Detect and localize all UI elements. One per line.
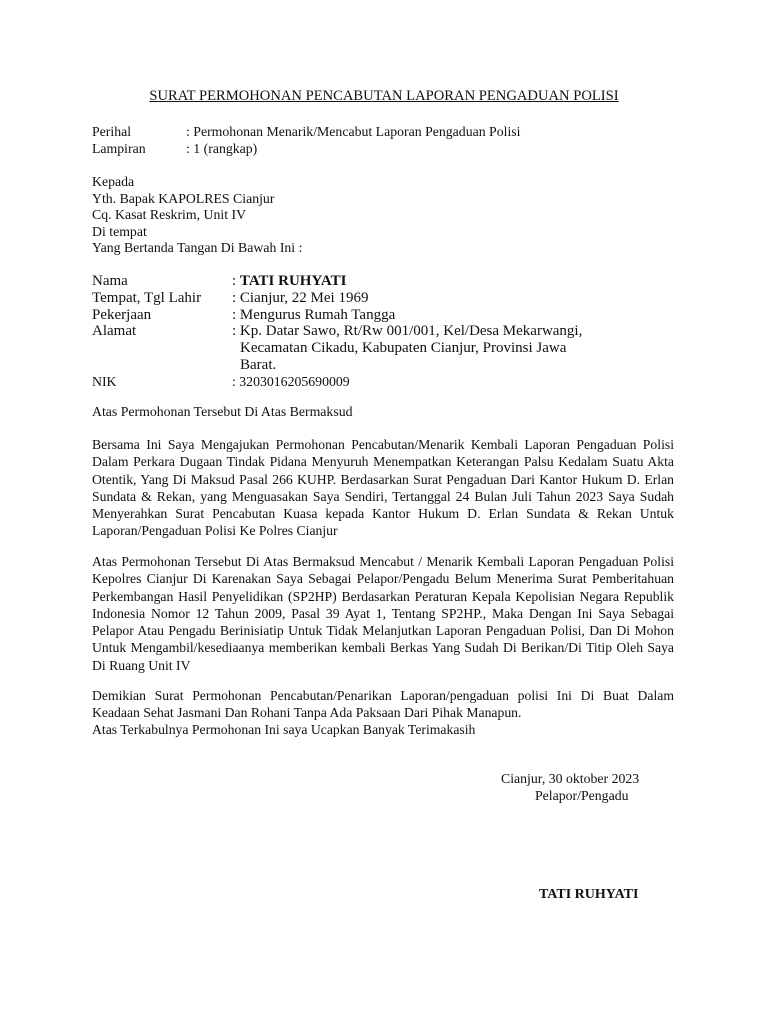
addressee-line: Cq. Kasat Reskrim, Unit IV (92, 207, 247, 222)
closing-paragraph: Demikian Surat Permohonan Pencabutan/Penarikan Laporan/pengaduan polisi Ini Di Buat Dalam Keadaan Sehat Jasmani Dan Rohani Tanpa Ada Paksaan Dari Pihak Manapun. (92, 688, 674, 721)
addressee-block (92, 174, 302, 257)
address-row (92, 323, 602, 373)
birth-row (92, 290, 602, 307)
lampiran-value: : 1 (rangkap) (186, 140, 258, 156)
address-label: Alamat (92, 323, 137, 340)
signer-name: TATI RUHYATI (539, 887, 639, 902)
name-value: TATI RUHYATI (239, 273, 347, 289)
perihal-label: Perihal (92, 124, 132, 139)
name-label: Nama (92, 273, 128, 289)
birth-value: : Cianjur, 22 Mei 1969 (232, 289, 369, 306)
addressee-line: Yang Bertanda Tangan Di Bawah Ini : (92, 240, 303, 255)
lampiran-label: Lampiran (92, 140, 146, 156)
letter-meta (92, 124, 521, 157)
name-field (232, 273, 602, 290)
body-paragraph: Bersama Ini Saya Mengajukan Permohonan Pencabutan/Menarik Kembali Laporan Pengaduan Polisi Dalam Perkara Dugaan Tindak Pidana Menyuruh Menempatkan Keterangan Palsu Kedalam Suatu Akta Otentik, Yang Di Maksud Pasal 266 KUHP. Berdasarkan Surat Pengaduan Dari Kantor Hukum D. Erlan Sundata & Rekan, yang Menguasakan Saya Sendiri, Tertanggal 24 Bulan Juli Tahun 2023 Saya Sudah Menyerahkan Surat Pencabutan Kuasa kepada Kantor Hukum D. Erlan Sundata & Rekan Untuk Laporan/Pengaduan Polisi Ke Polres Cianjur (92, 437, 674, 539)
letter-date: Cianjur, 30 oktober 2023 (501, 771, 640, 786)
address-line: : Kp. Datar Sawo, Rt/Rw 001/001, Kel/Desa Mekarwangi, (232, 323, 583, 340)
birth-label: Tempat, Tgl Lahir (92, 289, 202, 306)
address-value (232, 323, 602, 373)
job-row (92, 307, 602, 324)
job-value: : Mengurus Rumah Tangga (232, 306, 396, 323)
nik-row (92, 374, 602, 391)
body-paragraph: Atas Permohonan Tersebut Di Atas Bermaksud Mencabut / Menarik Kembali Laporan Pengaduan Polisi Kepolres Cianjur Di Karenakan Saya Sebagai Pelapor/Pengadu Belum Menerima Surat Pemberitahuan Perkembangan Hasil Penyelidikan (SP2HP) Berdasarkan Peraturan Kepala Kepolisian Negara Republik Indonesia Nomor 12 Tahun 2009, Pasal 39 Ayat 1, Tentang SP2HP., Maka Dengan Ini Saya Sebagai Pelapor Atau Pengadu Berinisiatip Untuk Tidak Melanjutkan Laporan Pengaduan Polisi, Dan Di Mohon Untuk Mengambil/kesediaanya memberikan kembali Berkas Yang Sudah Di Berikan/Di Titip Oleh Saya Di Ruang Unit IV (92, 554, 674, 673)
perihal-value: : Permohonan Menarik/Mencabut Laporan Pengaduan Polisi (186, 124, 521, 139)
nik-label: NIK (92, 373, 117, 389)
address-line: Kecamatan Cikadu, Kabupaten Cianjur, Provinsi Jawa (240, 340, 567, 357)
name-row (92, 273, 602, 290)
addressee-line: Di tempat (92, 223, 147, 239)
signer-role: Pelapor/Pengadu (535, 788, 629, 803)
name-colon: : (232, 273, 240, 289)
nik-value: : 3203016205690009 (232, 373, 350, 389)
addressee-line: Kepada (92, 174, 135, 189)
perihal-row (92, 124, 521, 141)
identity-block (92, 273, 602, 391)
thanks-line: Atas Terkabulnya Permohonan Ini saya Ucapkan Banyak Terimakasih (92, 722, 476, 737)
job-label: Pekerjaan (92, 306, 152, 323)
lampiran-row (92, 141, 521, 158)
letter-title: SURAT PERMOHONAN PENCABUTAN LAPORAN PENGADUAN POLISI (149, 88, 619, 104)
address-line: Barat. (240, 356, 277, 373)
intro-line: Atas Permohonan Tersebut Di Atas Bermaksud (92, 404, 353, 419)
addressee-line: Yth. Bapak KAPOLRES Cianjur (92, 190, 275, 206)
